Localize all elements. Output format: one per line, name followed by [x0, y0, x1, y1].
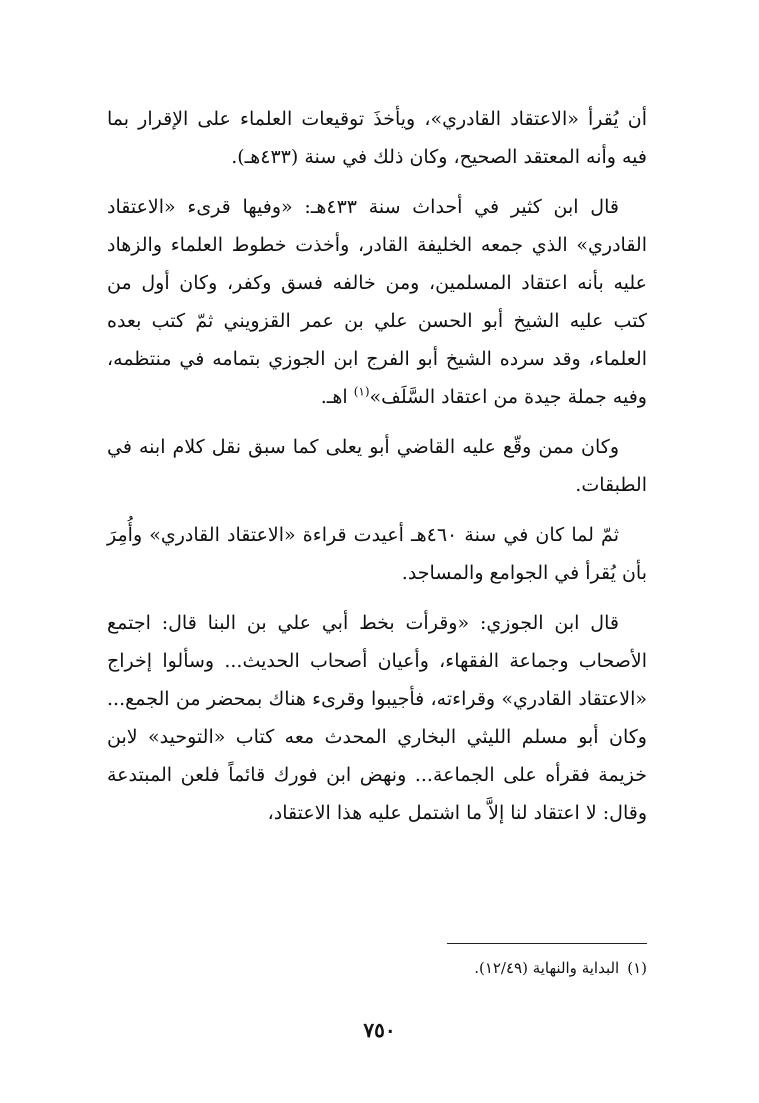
- paragraph-2: [107, 188, 647, 416]
- footnote-text: البداية والنهاية (١٢/٤٩).: [474, 959, 620, 977]
- footnote-reference[interactable]: (١): [353, 384, 370, 399]
- paragraph-2-text: قال ابن كثير في أحداث سنة ٤٣٣هـ: «وفيها قرىء «الاعتقاد القادري» الذي جمعه الخليفة القادر، وأخذت خطوط العلماء والزهاد عليه بأنه اعتقاد المسلمين، ومن خالفه فسق وكفر، وكان أول من كتب عليه الشيخ أبو الحسن علي بن عمر القزويني ثمّ كتب بعده العلماء، وقد سرده الشيخ أبو الفرج ابن الجوزي بتمامه في منتظمه، وفيه جملة جيدة من اعتقاد السَّلَف»: [107, 196, 647, 408]
- page-number: ٧٥٠: [363, 1018, 396, 1042]
- paragraph-3: وكان ممن وقّع عليه القاضي أبو يعلى كما سبق نقل كلام ابنه في الطبقات.: [107, 436, 647, 496]
- paragraph-5: قال ابن الجوزي: «وقرأت بخط أبي علي بن البنا قال: اجتمع الأصحاب وجماعة الفقهاء، وأعيان أصحاب الحديث... وسألوا إخراج «الاعتقاد القادري» وقراءته، فأجيبوا وقرىء هناك بمحضر من الجمع... وكان أبو مسلم الليثي البخاري المحدث معه كتاب «التوحيد» لابن خزيمة فقرأه على الجماعة... ونهض ابن فورك قائماً فلعن المبتدعة وقال: لا اعتقاد لنا إلاَّ ما اشتمل عليه هذا الاعتقاد،: [107, 612, 647, 824]
- footnote: [107, 956, 647, 980]
- footnote-divider: [447, 943, 647, 944]
- body-text: [107, 100, 647, 844]
- paragraph-1: أن يُقرأ «الاعتقاد القادري»، ويأخذَ توقيعات العلماء على الإقرار بما فيه وأنه المعتقد الصحيح، وكان ذلك في سنة (٤٣٣هـ).: [107, 108, 647, 168]
- footnote-number: (١): [627, 959, 647, 977]
- paragraph-4: ثمّ لما كان في سنة ٤٦٠هـ أعيدت قراءة «الاعتقاد القادري» وأُمِرَ بأن يُقرأ في الجوامع والمساجد.: [107, 524, 647, 584]
- paragraph-2-end: اهـ.: [320, 386, 354, 408]
